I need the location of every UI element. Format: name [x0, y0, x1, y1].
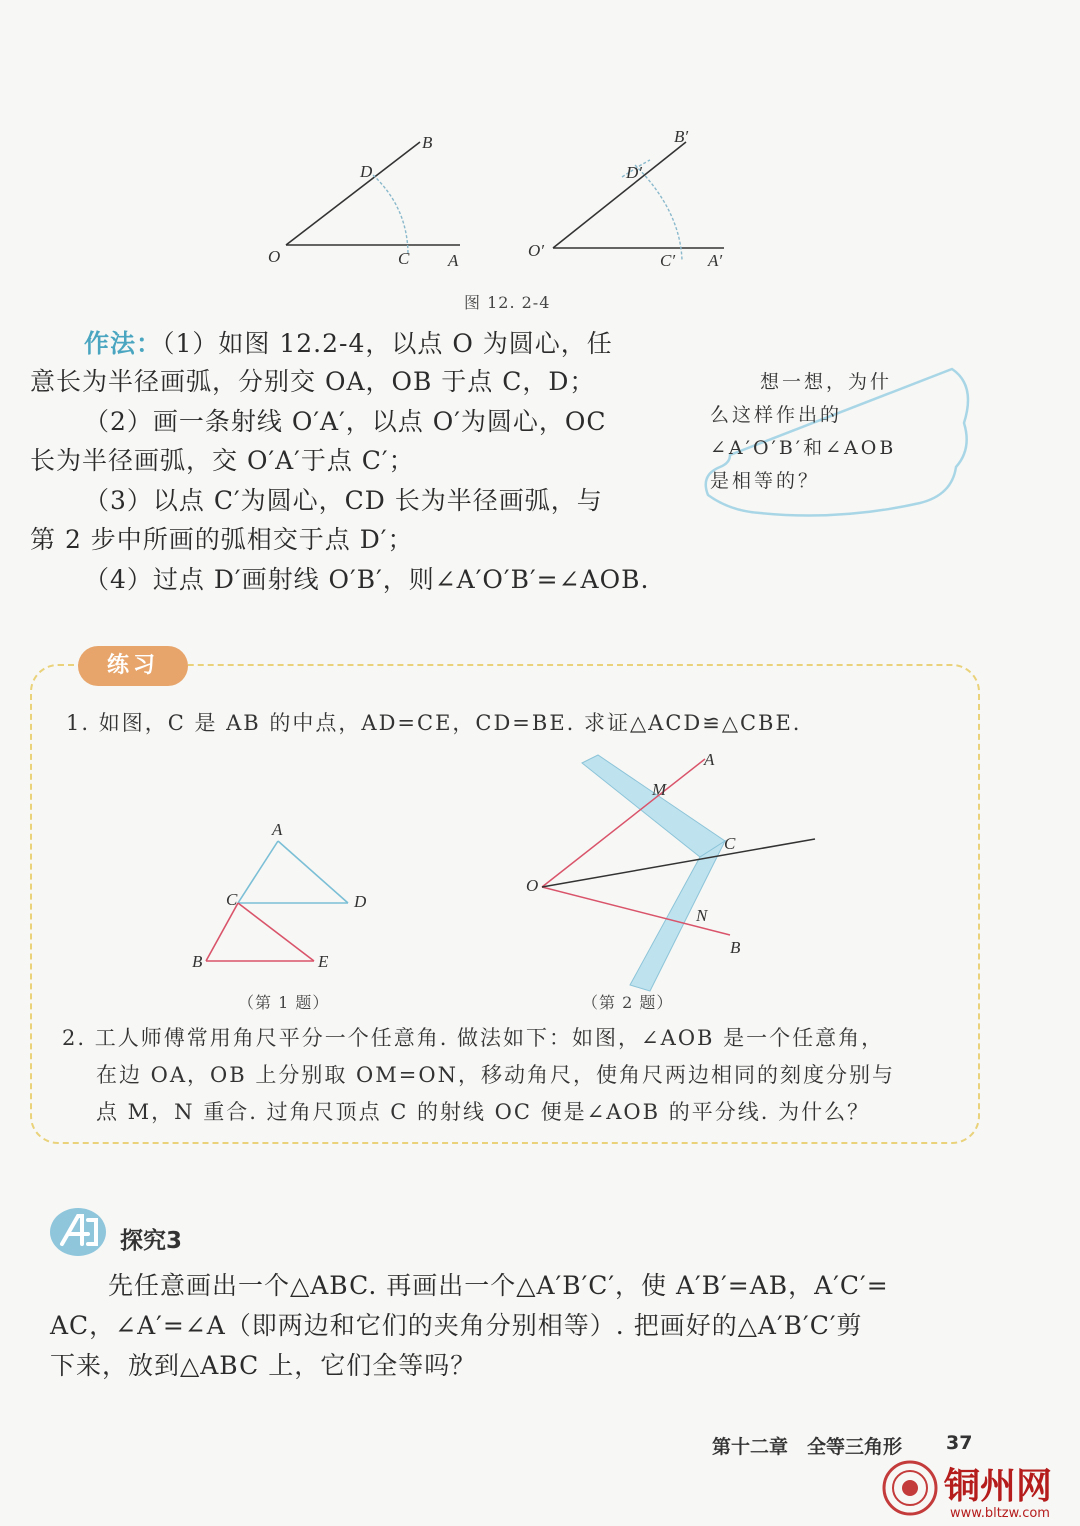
label-m: M	[652, 780, 667, 799]
label-d: D	[360, 162, 373, 181]
label-c1: C′	[660, 251, 676, 270]
method-line-5: （3）以点 C′为圆心，CD 长为半径画弧，与	[84, 486, 603, 515]
ray-ob	[286, 142, 420, 245]
label-c: C	[724, 834, 736, 853]
method-line-6: 第 2 步中所画的弧相交于点 D′；	[30, 525, 414, 554]
label-e: E	[318, 952, 329, 971]
arc-cd	[373, 175, 408, 255]
label-o1: O′	[528, 241, 544, 260]
label-c: C	[226, 890, 238, 909]
label-a: A	[448, 251, 459, 270]
figure-q1-caption: （第 1 题）	[238, 993, 330, 1012]
label-a: A	[272, 820, 283, 839]
method-line-4: 长为半径画弧，交 O′A′于点 C′；	[30, 446, 415, 475]
label-o: O	[526, 876, 539, 895]
page-number: 37	[946, 1432, 973, 1454]
label-d: D	[354, 892, 367, 911]
method-line-2: 意长为半径画弧，分别交 OA，OB 于点 C，D；	[30, 367, 596, 396]
watermark-seal-icon	[880, 1458, 940, 1518]
figure-caption: 图 12. 2-4	[464, 293, 551, 312]
figure-q2-caption: （第 2 题）	[582, 993, 674, 1012]
figure-q2	[520, 745, 830, 995]
label-a: A	[704, 750, 715, 769]
label-c: C	[398, 249, 410, 268]
seg-ac	[238, 841, 278, 903]
explore-title: 探究3	[120, 1228, 183, 1254]
seg-ce	[238, 903, 314, 961]
label-n: N	[696, 906, 708, 925]
arc-c1d1	[635, 165, 682, 260]
seg-ad	[278, 841, 348, 903]
label-d1: D′	[626, 163, 642, 182]
watermark-url: www.bltzw.com	[950, 1506, 1050, 1521]
question-1: 1. 如图，C 是 AB 的中点，AD=CE，CD=BE. 求证△ACD≌△CBE.	[66, 711, 802, 735]
ruler-arm-upper	[582, 755, 725, 857]
ray-oc	[542, 839, 815, 887]
ray-o1b1	[553, 142, 686, 248]
think-text: 想一想，为什 么这样作出的 ∠A′O′B′和∠AOB 是相等的？	[710, 371, 897, 492]
method-line-1: 作法：（1）如图 12.2-4，以点 O 为圆心，任	[84, 329, 613, 358]
question-2-line-3: 点 M，N 重合. 过角尺顶点 C 的射线 OC 便是∠AOB 的平分线. 为什么？	[96, 1100, 871, 1124]
question-2-line-2: 在边 OA，OB 上分别取 OM=ON，移动角尺，使角尺两边相同的刻度分别与	[96, 1063, 895, 1087]
label-a1: A′	[708, 251, 723, 270]
chapter-title: 第十二章 全等三角形	[712, 1436, 903, 1458]
label-b: B	[192, 952, 203, 971]
method-line-7: （4）过点 D′画射线 O′B′，则∠A′O′B′=∠AOB.	[84, 565, 650, 594]
seg-cb	[206, 903, 238, 961]
label-o: O	[268, 247, 281, 266]
watermark-name: 铜州网	[944, 1465, 1053, 1507]
explore-icon	[48, 1206, 108, 1258]
method-line-3: （2）画一条射线 O′A′，以点 O′为圆心，OC	[84, 407, 607, 436]
explore-line-2: AC，∠A′=∠A（即两边和它们的夹角分别相等）. 把画好的△A′B′C′剪	[50, 1311, 863, 1340]
label-b: B	[730, 938, 741, 957]
method-label: 作法：	[84, 329, 163, 358]
question-2-line-1: 2. 工人师傅常用角尺平分一个任意角. 做法如下：如图，∠AOB 是一个任意角，	[62, 1026, 885, 1050]
explore-line-3: 下来，放到△ABC 上，它们全等吗？	[50, 1351, 477, 1380]
label-b: B	[422, 133, 433, 152]
exercise-tag: 练习	[78, 646, 188, 686]
figure-q1	[180, 815, 380, 975]
explore-line-1: 先任意画出一个△ABC. 再画出一个△A′B′C′，使 A′B′=AB，A′C′=	[108, 1271, 889, 1300]
label-b1: B′	[674, 127, 689, 146]
